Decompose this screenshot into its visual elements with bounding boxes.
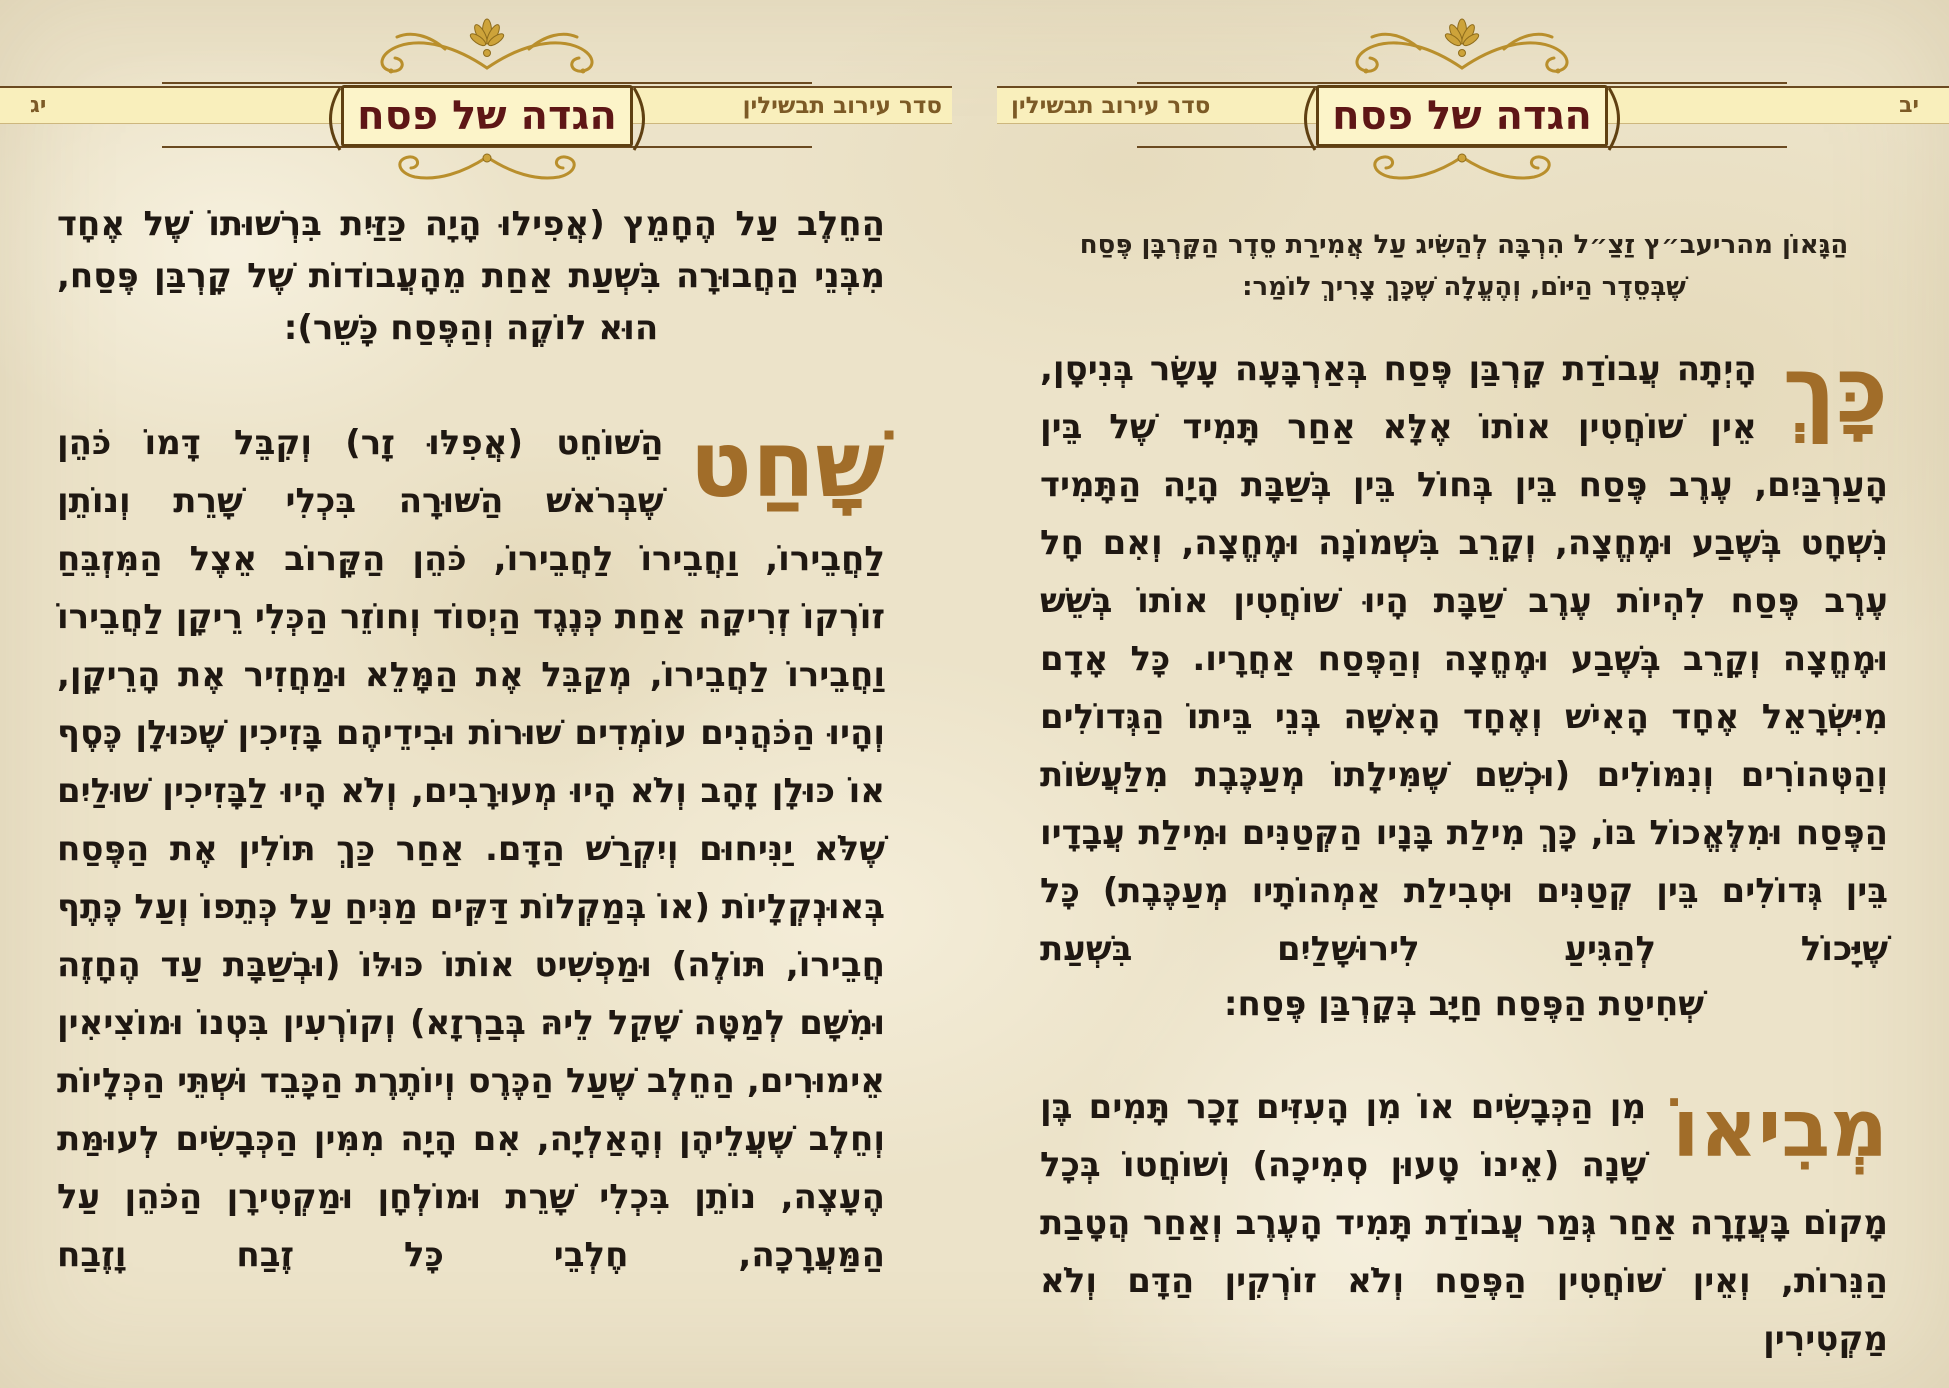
- paragraph-mevio: [1040, 1078, 1888, 1368]
- right-page-text-column: [1040, 224, 1888, 1368]
- floral-flourish-icon: [1342, 149, 1582, 189]
- paragraph-shachat: [57, 411, 885, 1284]
- drop-word-shachat: שָׁחַט: [689, 411, 885, 518]
- page-number-right: יב: [1899, 93, 1919, 118]
- banner-title: הגדה של פסח: [357, 93, 617, 139]
- left-page-text-column: [57, 198, 885, 1284]
- paragraph-body: [1040, 337, 1888, 978]
- title-banner-left-page: [137, 0, 837, 200]
- banner-plaque: [1316, 85, 1608, 147]
- banner-wing-icon: [317, 84, 343, 154]
- floral-flourish-icon: [327, 16, 647, 82]
- paragraph-text: מִן הַכְּבָשִׂים אוֹ מִן הָעִזִּים זָכָר תָּמִים בֶּן שָׁנָה (אֵינוֹ טָעוּן סְמִיכָה) וְשׁוֹחֲטוֹ בְּכָל מָקוֹם בָּעֲזָרָה אַחַר גְּמַר עֲבוֹדַת תָּמִיד הָעֶרֶב וְאַחַר הֲטָבַת הַנֵּרוֹת, וְאֵין שׁוֹחֲטִין הַפֶּסַח וְלֹא זוֹרְקִין הַדָּם וְלֹא מַקְטִירִין: [1040, 1087, 1888, 1359]
- intro-note: הַגָּאוֹן מהריעב״ץ זַצַ״ל הִרְבָּה לְהַשִּׂיג עַל אֲמִירַת סֵדֶר הַקָּרְבָּן פֶּסַח שֶׁבְּסֵדֶר הַיּוֹם, וְהֶעֱלָה שֶׁכָּךְ צָרִיךְ לוֹמַר:: [1079, 230, 1849, 302]
- title-banner-right-page: [1112, 0, 1812, 200]
- banner-wing-icon: [1606, 84, 1632, 154]
- banner-plaque: [341, 85, 633, 147]
- running-title-left: סדר עירוב תבשילין: [742, 92, 942, 119]
- paragraph-text: הַשּׁוֹחֵט (אֲפִלּוּ זָר) וְקִבֵּל דָּמוֹ כֹּהֵן שֶׁבְּרֹאשׁ הַשּׁוּרָה בִּכְלִי שָׁרֵת וְנוֹתֵן לַחֲבֵירוֹ, וַחֲבֵירוֹ לַחֲבֵירוֹ, כֹּהֵן הַקָּרוֹב אֵצֶל הַמִּזְבֵּחַ זוֹרְקוֹ זְרִיקָה אַחַת כְּנֶגֶד הַיְסוֹד וְחוֹזֵר הַכְּלִי רֵיקָן לַחֲבֵירוֹ וַחֲבֵירוֹ לַחֲבֵירוֹ, מְקַבֵּל אֶת הַמָּלֵא וּמַחֲזִיר אֶת הָרֵיקָן, וְהָיוּ הַכֹּהֲנִים עוֹמְדִים שׁוּרוֹת וּבִידֵיהֶם בָּזִיכִין שֶׁכּוּלָן כֶּסֶף אוֹ כּוּלָן זָהָב וְלֹא הָיוּ מְעוּרָבִים, וְלֹא הָיוּ לַבָּזִיכִין שׁוּלַיִם שֶׁלֹּא יַנִּיחוּם וְיִקְרַשׁ הַדָּם. אַחַר כַּךְ תּוֹלִין אֶת הַפֶּסַח בְּאוּנְקְלָיוֹת (אוֹ בְּמַקְלוֹת דַּקִּים מַנִּיחַ עַל כְּתֵפוֹ וְעַל כֶּתֶף חֲבֵירוֹ, תּוֹלֶה) וּמַפְשִׁיט אוֹתוֹ כּוּלּוֹ (וּבְשַׁבָּת עַד הֶחָזֶה וּמִשָּׁם לְמַטָּה שָׁקֵל לֵיהּ בְּבַרְזָא) וְקוֹרְעִין בִּטְנוֹ וּמוֹצִיאִין אֵימוּרִים, הַחֵלֶב שֶׁעַל הַכֶּרֶס וְיוֹתֶרֶת הַכָּבֵד וּשְׁתֵּי הַכְּלָיוֹת וְחֵלֶב שֶׁעֲלֵיהֶן וְהָאַלְיָה, אִם הָיָה מִמִּין הַכְּבָשִׂים לְעוּמַּת הֶעָצֶה, נוֹתֵן בִּכְלִי שָׁרֵת וּמוֹלְחָן וּמַקְטִירָן הַכֹּהֵן עַל הַמַּעֲרָכָה, חֶלְבֵי כָּל זֶבַח וָזֶבַח: [57, 423, 885, 1275]
- page-number-left: יג: [30, 93, 47, 118]
- floral-flourish-icon: [367, 149, 607, 189]
- banner-title: הגדה של פסח: [1332, 93, 1592, 139]
- running-title-right: סדר עירוב תבשילין: [1011, 92, 1211, 119]
- paragraph-closing-line: הוּא לוֹקֶה וְהַפֶּסַח כָּשֵׁר):: [283, 308, 659, 348]
- paragraph-closing-line: שְׁחִיטַת הַפֶּסַח חַיָּב בְּקָרְבַּן פֶּסַח:: [1223, 984, 1705, 1024]
- paragraph-kach: [1040, 337, 1888, 1030]
- banner-wing-icon: [631, 84, 657, 154]
- paragraph-text: הָיְתָה עֲבוֹדַת קָרְבַּן פֶּסַח בְּאַרְבָּעָה עָשָׂר בְּנִיסָן, אֵין שׁוֹחֲטִין אוֹתוֹ אֶלָּא אַחַר תָּמִיד שֶׁל בֵּין הָעַרְבַּיִם, עֶרֶב פֶּסַח בֵּין בְּחוֹל בֵּין בְּשַׁבָּת הָיָה הַתָּמִיד נִשְׁחָט בְּשֶׁבַע וּמֶחֱצָה, וְקָרֵב בִּשְׁמוֹנָה וּמֶחֱצָה, וְאִם חָל עֶרֶב פֶּסַח לִהְיוֹת עֶרֶב שַׁבָּת הָיוּ שׁוֹחֲטִין אוֹתוֹ בְּשֵׁשׁ וּמֶחֱצָה וְקָרֵב בְּשֶׁבַע וּמֶחֱצָה וְהַפֶּסַח אַחֲרָיו. כָּל אָדָם מִיִּשְׂרָאֵל אֶחָד הָאִישׁ וְאֶחָד הָאִשָּׁה בְּנֵי בֵּיתוֹ הַגְּדוֹלִים וְהַטְּהוֹרִים וְנִמּוֹלִים (וּכְשֵׁם שֶׁמִּילָתוֹ מְעַכֶּבֶת מִלַּעֲשׂוֹת הַפֶּסַח וּמִלֶּאֱכוֹל בּוֹ, כָּךְ מִילַת בָּנָיו הַקְּטַנִּים וּמִילַת עֲבָדָיו בֵּין גְּדוֹלִים בֵּין קְטַנִּים וּטְבִילַת אַמְהוֹתָיו מְעַכֶּבֶת) כָּל שֶׁיָּכוֹל לְהַגִּיעַ לִירוּשָׁלַיִם בִּשְׁעַת: [1040, 349, 1888, 969]
- paragraph-body: [1040, 1078, 1888, 1368]
- floral-flourish-icon: [1302, 16, 1622, 82]
- paragraph-body: [57, 411, 885, 1284]
- banner-wing-icon: [1292, 84, 1318, 154]
- drop-word-kach: כָּךְ: [1782, 337, 1888, 444]
- paragraph-continuation: [57, 198, 885, 354]
- drop-word-mevio: מְבִיאוֹ: [1672, 1082, 1888, 1175]
- paragraph-body: הַחֵלֶב עַל הֶחָמֵץ (אֲפִילוּ הָיָה כַּזַּיִת בִּרְשׁוּתוֹ שֶׁל אֶחָד מִבְּנֵי הַחֲבוּרָה בִּשְׁעַת אַחַת מֵהָעֲבוֹדוֹת שֶׁל קָרְבַּן פֶּסַח,: [57, 204, 885, 296]
